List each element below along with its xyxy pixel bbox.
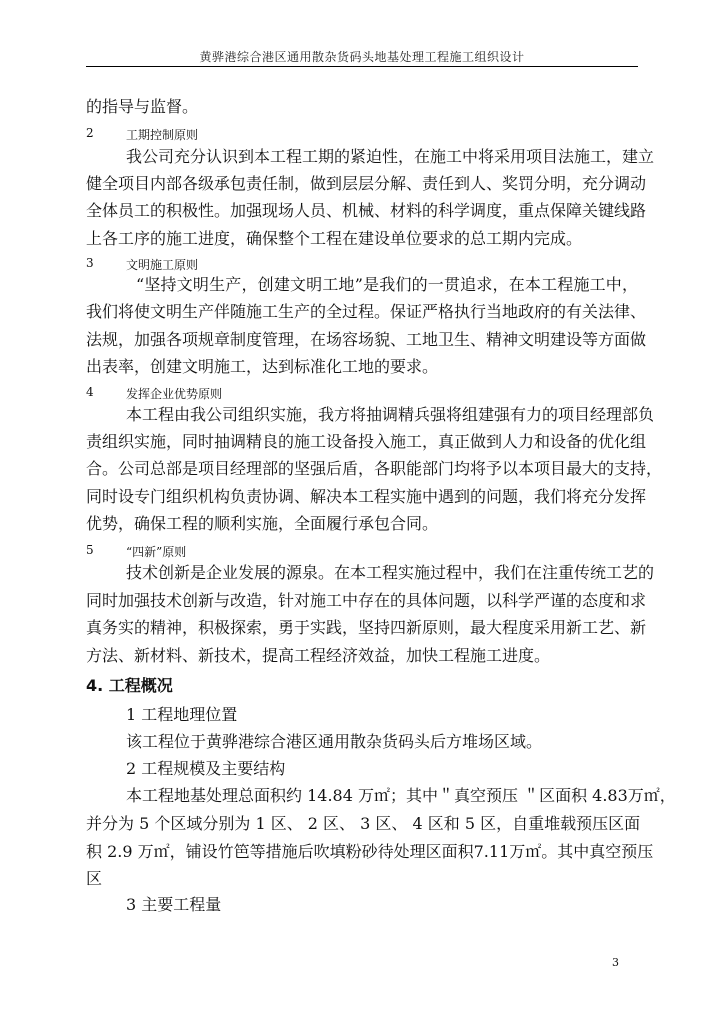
principle-5-number: 5	[86, 543, 94, 557]
section-4-title: 4. 工程概况	[86, 676, 173, 695]
paragraph-line: 健全项目内部各级承包责任制，做到层层分解、责任到人、奖罚分明，充分调动	[86, 174, 647, 193]
header-rule	[86, 66, 638, 67]
paragraph-line: 出表率，创建文明施工，达到标准化工地的要求。	[86, 357, 439, 376]
subsection-2-title: 2 工程规模及主要结构	[126, 759, 286, 778]
subsection-1-text: 该工程位于黄骅港综合港区通用散杂货码头后方堆场区域。	[126, 732, 543, 751]
paragraph-line: 合。公司总部是项目经理部的坚强后盾，各职能部门均将予以本项目最大的支持，	[86, 459, 663, 478]
paragraph-line: 积 2.9 万㎡，铺设竹笆等措施后吹填粉砂待处理区面积7.11万㎡。其中真空预压	[86, 842, 654, 861]
principle-3-title: 文明施工原则	[126, 258, 199, 272]
paragraph-line: 并分为 5 个区域分别为 1 区、 2 区、 3 区、 4 区和 5 区，自重堆载预压区面	[86, 814, 641, 833]
paragraph-line: “坚持文明生产，创建文明工地”是我们的一贯追求，在本工程施工中，	[136, 275, 638, 294]
paragraph-line: 我公司充分认识到本工程工期的紧迫性，在施工中将采用项目法施工，建立	[126, 147, 655, 166]
paragraph-line: 全体员工的积极性。加强现场人员、机械、材料的科学调度，重点保障关键线路	[86, 201, 647, 220]
paragraph-line: 优势，确保工程的顺利实施，全面履行承包合同。	[86, 514, 439, 533]
paragraph-line: 本工程地基处理总面积约 14.84 万㎡；其中＂真空预压 ＂区面积 4.83万㎡，	[126, 786, 676, 805]
continuation-text: 的指导与监督。	[86, 97, 199, 116]
paragraph-line: 真务实的精神，积极探索，勇于实践，坚持四新原则，最大程度采用新工艺、新	[86, 618, 647, 637]
principle-2-number: 2	[86, 126, 94, 140]
paragraph-line: 同时加强技术创新与改造，针对施工中存在的具体问题，以科学严谨的态度和求	[86, 591, 647, 610]
paragraph-line: 我们将使文明生产伴随施工生产的全过程。保证严格执行当地政府的有关法律、	[86, 302, 647, 321]
principle-4-title: 发挥企业优势原则	[126, 387, 223, 401]
paragraph-line: 同时设专门组织机构负责协调、解决本工程实施中遇到的问题，我们将充分发挥	[86, 487, 647, 506]
paragraph-line: 技术创新是企业发展的源泉。在本工程实施过程中，我们在注重传统工艺的	[126, 563, 655, 582]
principle-2-title: 工期控制原则	[126, 128, 199, 142]
principle-5-title: “四新”原则	[126, 545, 187, 559]
paragraph-line: 法规，加强各项规章制度管理，在场容场貌、工地卫生、精神文明建设等方面做	[86, 330, 647, 349]
page-number: 3	[612, 956, 619, 969]
running-header: 黄骅港综合港区通用散杂货码头地基处理工程施工组织设计	[199, 50, 525, 64]
subsection-1-title: 1 工程地理位置	[126, 705, 238, 724]
principle-3-number: 3	[86, 256, 94, 270]
paragraph-line: 区	[86, 869, 103, 888]
paragraph-line: 方法、新材料、新技术，提高工程经济效益，加快工程施工进度。	[86, 646, 551, 665]
paragraph-line: 上各工序的施工进度，确保整个工程在建设单位要求的总工期内完成。	[86, 229, 583, 248]
principle-4-number: 4	[86, 385, 94, 399]
subsection-3-title: 3 主要工程量	[126, 895, 222, 914]
paragraph-line: 本工程由我公司组织实施，我方将抽调精兵强将组建强有力的项目经理部负	[126, 405, 655, 424]
paragraph-line: 责组织实施，同时抽调精良的施工设备投入施工，真正做到人力和设备的优化组	[86, 432, 647, 451]
